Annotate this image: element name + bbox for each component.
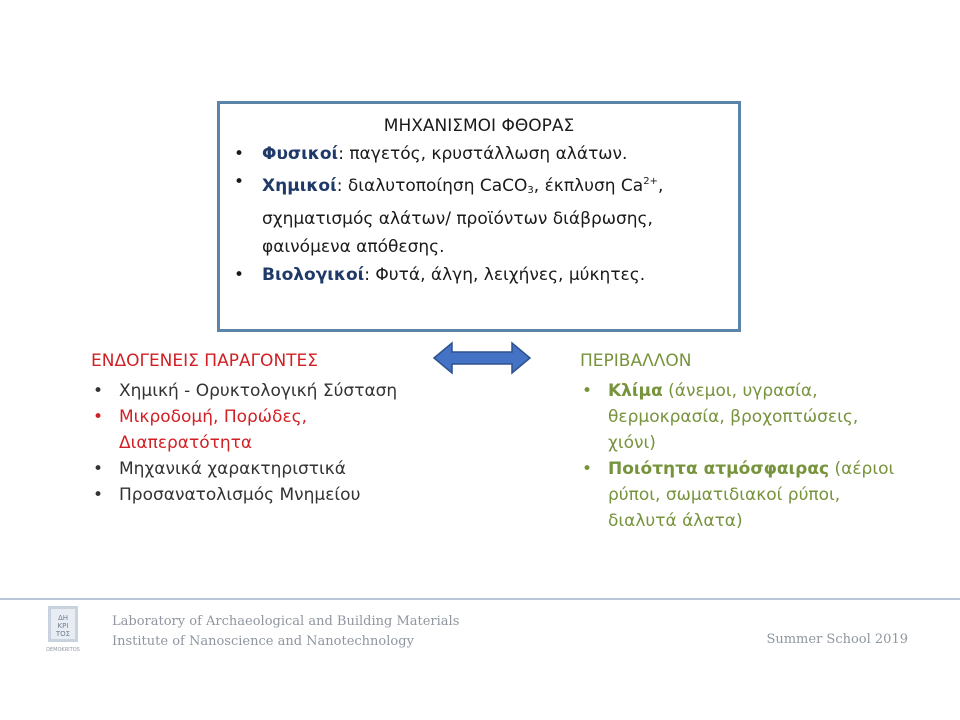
item-text: Χημική - Ορυκτολογική Σύσταση [119, 381, 398, 401]
text-physical: : παγετός, κρυστάλλωση αλάτων. [338, 144, 628, 164]
term-chemical: Χημικοί [262, 176, 337, 196]
list-item [91, 456, 431, 482]
box-title: ΜΗΧΑΝΙΣΜΟΙ ΦΘΟΡΑΣ [383, 116, 575, 136]
item-text: Προσανατολισμός Μνημείου [119, 485, 361, 505]
bullet-icon: • [93, 381, 104, 401]
list-item [580, 378, 910, 456]
bullet-icon: • [93, 459, 104, 479]
footer-lab-info [112, 612, 459, 652]
bullet-icon: • [93, 407, 104, 427]
demokritos-logo-icon [46, 604, 80, 654]
list-item-chemical [230, 168, 730, 261]
superscript: 2+ [643, 176, 658, 187]
item-term: Ποιότητα ατμόσφαιρας [608, 459, 830, 479]
mechanisms-list [230, 140, 730, 289]
text-biological: : Φυτά, άλγη, λειχήνες, μύκητες. [364, 265, 646, 285]
list-item [91, 482, 431, 508]
environment-title: ΠΕΡΙΒΑΛΛΟΝ [580, 351, 692, 371]
item-text: Μηχανικά χαρακτηριστικά [119, 459, 346, 479]
term-physical: Φυσικοί [262, 144, 339, 164]
mechanisms-box [217, 101, 741, 332]
environment-list [580, 378, 910, 534]
text-chemical-a: : διαλυτοποίηση CaCO [336, 176, 528, 196]
list-item [580, 456, 910, 534]
endogenous-list [91, 378, 431, 508]
footer-divider [0, 598, 960, 600]
item-text: (άνεμοι, υγρασία, θερμοκρασία, βροχοπτώσεις, χιόνι) [608, 381, 859, 453]
item-text: Μικροδομή, Πορώδες, Διαπερατότητα [119, 407, 308, 453]
double-arrow-icon [432, 340, 532, 376]
text-chemical-d: σχηματισμός αλάτων/ προϊόντων διάβρωσης, φαινόμενα απόθεσης. [262, 209, 653, 257]
bullet-icon: • [93, 485, 104, 505]
bullet-icon: • [234, 144, 245, 164]
footer-event: Summer School 2019 [766, 632, 908, 647]
bullet-icon: • [234, 172, 245, 192]
endogenous-title: ΕΝΔΟΓΕΝΕΙΣ ΠΑΡΑΓΟΝΤΕΣ [91, 351, 319, 371]
footer-line1: Laboratory of Archaeological and Building Materials [112, 614, 460, 629]
text-chemical-b: , έκπλυση Ca [533, 176, 644, 196]
bullet-icon: • [582, 381, 593, 401]
footer-line2: Institute of Nanoscience and Nanotechnology [112, 634, 414, 649]
environment-factors [580, 348, 910, 534]
svg-text:ΤΟΣ: ΤΟΣ [55, 630, 71, 638]
subscript: 3 [527, 185, 534, 196]
list-item-biological [230, 261, 730, 289]
svg-text:DEMOKRITOS: DEMOKRITOS [46, 647, 80, 653]
list-item [91, 404, 431, 456]
bullet-icon: • [234, 265, 245, 285]
list-item-physical [230, 140, 730, 168]
text-chemical-c: , [657, 176, 664, 196]
svg-text:ΔΗ: ΔΗ [57, 614, 69, 622]
item-text: (αέριοι ρύποι, σωματιδιακοί ρύποι, διαλυτά άλατα) [608, 459, 895, 531]
item-term: Κλίμα [608, 381, 663, 401]
endogenous-factors [91, 348, 431, 508]
list-item [91, 378, 431, 404]
svg-text:ΚΡΙ: ΚΡΙ [57, 622, 69, 630]
bullet-icon: • [582, 459, 593, 479]
term-biological: Βιολογικοί [262, 265, 365, 285]
